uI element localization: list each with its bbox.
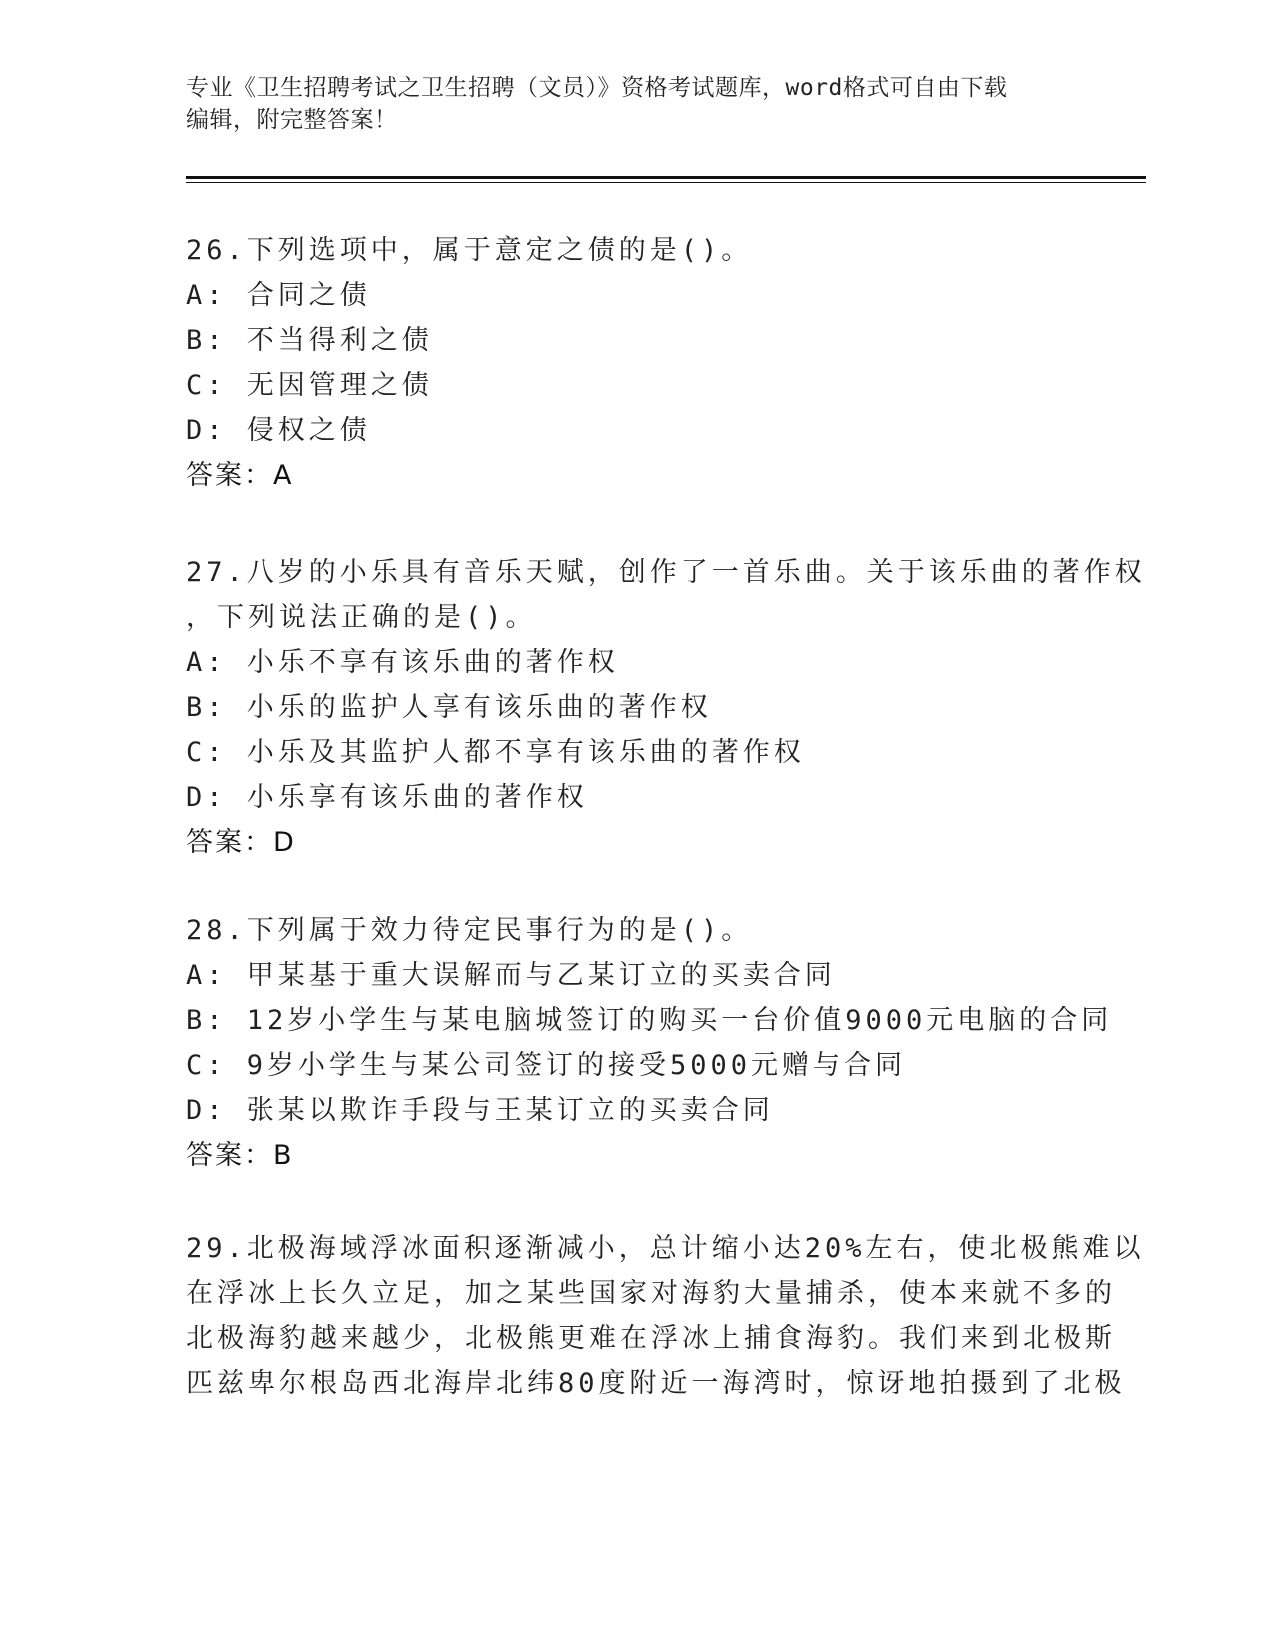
option-a: A: 甲某基于重大误解而与乙某订立的买卖合同 [186,960,836,991]
question-stem: 28.下列属于效力待定民事行为的是()。 [186,915,753,946]
question-stem-cont: 北极海豹越来越少，北极熊更难在浮冰上捕食海豹。我们来到北极斯 [186,1323,1116,1354]
question-stem-cont: ，下列说法正确的是()。 [186,602,537,633]
document-header [186,72,1066,136]
question-stem: 26.下列选项中，属于意定之债的是()。 [186,235,753,266]
option-d: D: 小乐享有该乐曲的著作权 [186,782,588,813]
option-c: C: 无因管理之债 [186,370,433,401]
option-d: D: 张某以欺诈手段与王某订立的买卖合同 [186,1095,774,1126]
question-28 [186,908,1113,1178]
question-stem-cont: 在浮冰上长久立足，加之某些国家对海豹大量捕杀，使本来就不多的 [186,1278,1116,1309]
header-divider-thin [186,182,1146,183]
question-29 [186,1226,1145,1406]
option-c: C: 9岁小学生与某公司签订的接受5000元赠与合同 [186,1050,907,1081]
option-c: C: 小乐及其监护人都不享有该乐曲的著作权 [186,737,805,768]
question-stem-cont: 匹兹卑尔根岛西北海岸北纬80度附近一海湾时，惊讶地拍摄到了北极 [186,1368,1126,1399]
option-a: A: 合同之债 [186,280,371,311]
header-line-2: 编辑，附完整答案！ [186,107,398,133]
question-stem: 29.北极海域浮冰面积逐渐减小，总计缩小达20%左右，使北极熊难以 [186,1233,1145,1264]
answer-key: 答案：A [186,460,294,491]
option-b: B: 12岁小学生与某电脑城签订的购买一台价值9000元电脑的合同 [186,1005,1113,1036]
question-stem: 27.八岁的小乐具有音乐天赋，创作了一首乐曲。关于该乐曲的著作权 [186,557,1146,588]
option-b: B: 小乐的监护人享有该乐曲的著作权 [186,692,712,723]
option-d: D: 侵权之债 [186,415,371,446]
answer-key: 答案：B [186,1140,294,1171]
question-27 [186,550,1146,865]
header-line-1: 专业《卫生招聘考试之卫生招聘（文员）》资格考试题库，word格式可自由下载 [186,75,1008,101]
answer-key: 答案：D [186,827,296,858]
header-divider-thick [186,176,1146,179]
question-26 [186,228,1066,498]
option-b: B: 不当得利之债 [186,325,433,356]
option-a: A: 小乐不享有该乐曲的著作权 [186,647,619,678]
